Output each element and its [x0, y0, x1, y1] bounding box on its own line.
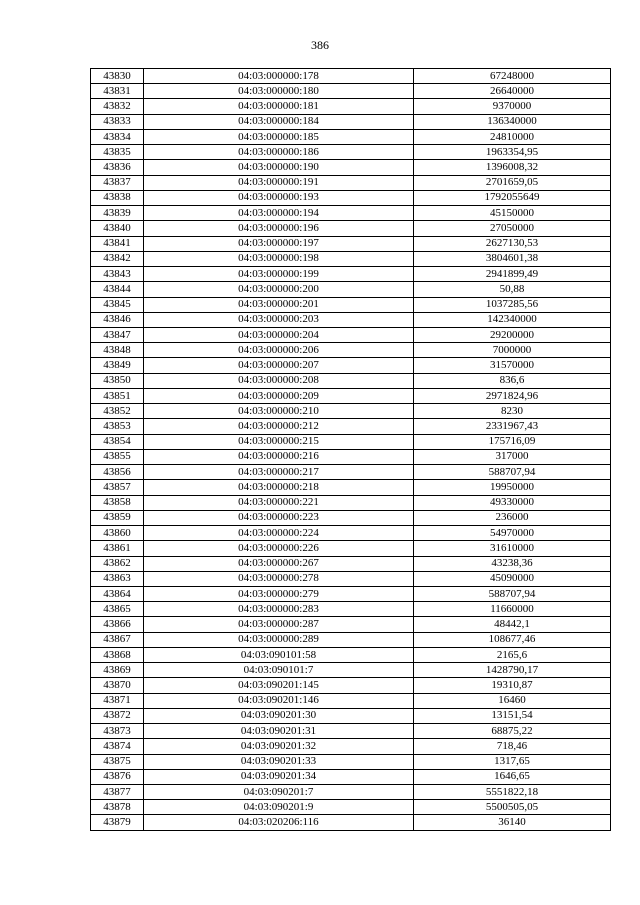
- value-cell: 29200000: [414, 327, 611, 342]
- value-cell: 19950000: [414, 480, 611, 495]
- cadastral-number-cell: 04:03:000000:212: [144, 419, 414, 434]
- cadastral-number-cell: 04:03:000000:216: [144, 449, 414, 464]
- value-cell: 1396008,32: [414, 160, 611, 175]
- value-cell: 5500505,05: [414, 800, 611, 815]
- table-row: [91, 617, 611, 632]
- row-number-cell: 43871: [91, 693, 144, 708]
- row-number-cell: 43846: [91, 312, 144, 327]
- row-number-cell: 43876: [91, 769, 144, 784]
- row-number-cell: 43831: [91, 84, 144, 99]
- cadastral-number-cell: 04:03:020206:116: [144, 815, 414, 830]
- value-cell: 36140: [414, 815, 611, 830]
- value-cell: 2331967,43: [414, 419, 611, 434]
- table-row: [91, 114, 611, 129]
- cadastral-number-cell: 04:03:000000:198: [144, 251, 414, 266]
- value-cell: 45150000: [414, 206, 611, 221]
- value-cell: 1792055649: [414, 190, 611, 205]
- value-cell: 45090000: [414, 571, 611, 586]
- row-number-cell: 43868: [91, 647, 144, 662]
- row-number-cell: 43840: [91, 221, 144, 236]
- table-row: [91, 815, 611, 830]
- value-cell: 7000000: [414, 343, 611, 358]
- cadastral-number-cell: 04:03:000000:199: [144, 267, 414, 282]
- cadastral-number-cell: 04:03:000000:178: [144, 69, 414, 84]
- table-row: [91, 800, 611, 815]
- registry-table-body: [91, 69, 611, 831]
- row-number-cell: 43874: [91, 739, 144, 754]
- row-number-cell: 43855: [91, 449, 144, 464]
- table-row: [91, 388, 611, 403]
- row-number-cell: 43842: [91, 251, 144, 266]
- table-row: [91, 586, 611, 601]
- value-cell: 588707,94: [414, 465, 611, 480]
- cadastral-number-cell: 04:03:000000:197: [144, 236, 414, 251]
- table-row: [91, 358, 611, 373]
- table-row: [91, 129, 611, 144]
- value-cell: 2941899,49: [414, 267, 611, 282]
- value-cell: 19310,87: [414, 678, 611, 693]
- cadastral-number-cell: 04:03:000000:193: [144, 190, 414, 205]
- cadastral-number-cell: 04:03:000000:224: [144, 526, 414, 541]
- table-row: [91, 556, 611, 571]
- value-cell: 2627130,53: [414, 236, 611, 251]
- table-row: [91, 739, 611, 754]
- table-row: [91, 495, 611, 510]
- table-row: [91, 754, 611, 769]
- row-number-cell: 43866: [91, 617, 144, 632]
- table-row: [91, 175, 611, 190]
- table-row: [91, 510, 611, 525]
- row-number-cell: 43851: [91, 388, 144, 403]
- value-cell: 68875,22: [414, 724, 611, 739]
- cadastral-number-cell: 04:03:000000:283: [144, 602, 414, 617]
- row-number-cell: 43869: [91, 663, 144, 678]
- registry-table: [90, 68, 611, 831]
- value-cell: 31610000: [414, 541, 611, 556]
- row-number-cell: 43879: [91, 815, 144, 830]
- value-cell: 13151,54: [414, 708, 611, 723]
- value-cell: 49330000: [414, 495, 611, 510]
- row-number-cell: 43875: [91, 754, 144, 769]
- cadastral-number-cell: 04:03:090201:7: [144, 785, 414, 800]
- cadastral-number-cell: 04:03:000000:210: [144, 404, 414, 419]
- table-row: [91, 297, 611, 312]
- table-row: [91, 571, 611, 586]
- cadastral-number-cell: 04:03:090201:31: [144, 724, 414, 739]
- value-cell: 16460: [414, 693, 611, 708]
- row-number-cell: 43839: [91, 206, 144, 221]
- page-number: 386: [311, 38, 329, 52]
- row-number-cell: 43852: [91, 404, 144, 419]
- cadastral-number-cell: 04:03:090201:34: [144, 769, 414, 784]
- value-cell: 9370000: [414, 99, 611, 114]
- cadastral-number-cell: 04:03:000000:226: [144, 541, 414, 556]
- cadastral-number-cell: 04:03:000000:181: [144, 99, 414, 114]
- table-row: [91, 312, 611, 327]
- table-row: [91, 647, 611, 662]
- row-number-cell: 43844: [91, 282, 144, 297]
- table-row: [91, 282, 611, 297]
- cadastral-number-cell: 04:03:000000:289: [144, 632, 414, 647]
- row-number-cell: 43872: [91, 708, 144, 723]
- table-row: [91, 449, 611, 464]
- row-number-cell: 43835: [91, 145, 144, 160]
- table-row: [91, 236, 611, 251]
- row-number-cell: 43864: [91, 586, 144, 601]
- cadastral-number-cell: 04:03:000000:186: [144, 145, 414, 160]
- value-cell: 50,88: [414, 282, 611, 297]
- row-number-cell: 43856: [91, 465, 144, 480]
- cadastral-number-cell: 04:03:000000:185: [144, 129, 414, 144]
- table-row: [91, 678, 611, 693]
- cadastral-number-cell: 04:03:000000:196: [144, 221, 414, 236]
- row-number-cell: 43837: [91, 175, 144, 190]
- row-number-cell: 43873: [91, 724, 144, 739]
- value-cell: 11660000: [414, 602, 611, 617]
- cadastral-number-cell: 04:03:000000:204: [144, 327, 414, 342]
- cadastral-number-cell: 04:03:000000:206: [144, 343, 414, 358]
- table-row: [91, 769, 611, 784]
- table-row: [91, 84, 611, 99]
- value-cell: 1963354,95: [414, 145, 611, 160]
- cadastral-number-cell: 04:03:000000:218: [144, 480, 414, 495]
- value-cell: 836,6: [414, 373, 611, 388]
- cadastral-number-cell: 04:03:000000:209: [144, 388, 414, 403]
- row-number-cell: 43860: [91, 526, 144, 541]
- table-row: [91, 419, 611, 434]
- value-cell: 43238,36: [414, 556, 611, 571]
- row-number-cell: 43830: [91, 69, 144, 84]
- value-cell: 3804601,38: [414, 251, 611, 266]
- table-row: [91, 693, 611, 708]
- row-number-cell: 43854: [91, 434, 144, 449]
- cadastral-number-cell: 04:03:090201:145: [144, 678, 414, 693]
- value-cell: 5551822,18: [414, 785, 611, 800]
- table-row: [91, 251, 611, 266]
- value-cell: 1428790,17: [414, 663, 611, 678]
- row-number-cell: 43834: [91, 129, 144, 144]
- value-cell: 26640000: [414, 84, 611, 99]
- row-number-cell: 43861: [91, 541, 144, 556]
- cadastral-number-cell: 04:03:090201:32: [144, 739, 414, 754]
- row-number-cell: 43858: [91, 495, 144, 510]
- row-number-cell: 43867: [91, 632, 144, 647]
- cadastral-number-cell: 04:03:000000:194: [144, 206, 414, 221]
- row-number-cell: 43859: [91, 510, 144, 525]
- table-row: [91, 267, 611, 282]
- value-cell: 2165,6: [414, 647, 611, 662]
- row-number-cell: 43843: [91, 267, 144, 282]
- value-cell: 317000: [414, 449, 611, 464]
- cadastral-number-cell: 04:03:000000:203: [144, 312, 414, 327]
- table-row: [91, 327, 611, 342]
- row-number-cell: 43863: [91, 571, 144, 586]
- table-row: [91, 602, 611, 617]
- table-row: [91, 206, 611, 221]
- cadastral-number-cell: 04:03:000000:207: [144, 358, 414, 373]
- value-cell: 1317,65: [414, 754, 611, 769]
- value-cell: 2701659,05: [414, 175, 611, 190]
- cadastral-number-cell: 04:03:000000:184: [144, 114, 414, 129]
- row-number-cell: 43838: [91, 190, 144, 205]
- cadastral-number-cell: 04:03:090201:9: [144, 800, 414, 815]
- table-row: [91, 708, 611, 723]
- value-cell: 8230: [414, 404, 611, 419]
- cadastral-number-cell: 04:03:090201:146: [144, 693, 414, 708]
- cadastral-number-cell: 04:03:090101:58: [144, 647, 414, 662]
- row-number-cell: 43870: [91, 678, 144, 693]
- cadastral-number-cell: 04:03:000000:279: [144, 586, 414, 601]
- table-row: [91, 785, 611, 800]
- value-cell: 136340000: [414, 114, 611, 129]
- table-row: [91, 404, 611, 419]
- cadastral-number-cell: 04:03:090201:30: [144, 708, 414, 723]
- row-number-cell: 43865: [91, 602, 144, 617]
- cadastral-number-cell: 04:03:000000:208: [144, 373, 414, 388]
- cadastral-number-cell: 04:03:000000:201: [144, 297, 414, 312]
- table-row: [91, 373, 611, 388]
- value-cell: 108677,46: [414, 632, 611, 647]
- table-row: [91, 145, 611, 160]
- cadastral-number-cell: 04:03:000000:190: [144, 160, 414, 175]
- cadastral-number-cell: 04:03:000000:278: [144, 571, 414, 586]
- row-number-cell: 43847: [91, 327, 144, 342]
- table-row: [91, 69, 611, 84]
- value-cell: 2971824,96: [414, 388, 611, 403]
- row-number-cell: 43877: [91, 785, 144, 800]
- value-cell: 175716,09: [414, 434, 611, 449]
- value-cell: 24810000: [414, 129, 611, 144]
- cadastral-number-cell: 04:03:090101:7: [144, 663, 414, 678]
- cadastral-number-cell: 04:03:000000:191: [144, 175, 414, 190]
- cadastral-number-cell: 04:03:000000:217: [144, 465, 414, 480]
- value-cell: 236000: [414, 510, 611, 525]
- table-row: [91, 221, 611, 236]
- row-number-cell: 43878: [91, 800, 144, 815]
- value-cell: 142340000: [414, 312, 611, 327]
- row-number-cell: 43850: [91, 373, 144, 388]
- value-cell: 718,46: [414, 739, 611, 754]
- table-row: [91, 465, 611, 480]
- value-cell: 31570000: [414, 358, 611, 373]
- value-cell: 1037285,56: [414, 297, 611, 312]
- row-number-cell: 43836: [91, 160, 144, 175]
- cadastral-number-cell: 04:03:000000:267: [144, 556, 414, 571]
- table-row: [91, 434, 611, 449]
- cadastral-number-cell: 04:03:000000:287: [144, 617, 414, 632]
- row-number-cell: 43845: [91, 297, 144, 312]
- cadastral-number-cell: 04:03:000000:200: [144, 282, 414, 297]
- value-cell: 1646,65: [414, 769, 611, 784]
- row-number-cell: 43849: [91, 358, 144, 373]
- table-row: [91, 480, 611, 495]
- value-cell: 54970000: [414, 526, 611, 541]
- row-number-cell: 43857: [91, 480, 144, 495]
- value-cell: 48442,1: [414, 617, 611, 632]
- cadastral-number-cell: 04:03:000000:223: [144, 510, 414, 525]
- cadastral-number-cell: 04:03:090201:33: [144, 754, 414, 769]
- value-cell: 588707,94: [414, 586, 611, 601]
- row-number-cell: 43833: [91, 114, 144, 129]
- value-cell: 67248000: [414, 69, 611, 84]
- row-number-cell: 43853: [91, 419, 144, 434]
- table-row: [91, 343, 611, 358]
- table-row: [91, 724, 611, 739]
- table-row: [91, 190, 611, 205]
- value-cell: 27050000: [414, 221, 611, 236]
- table-row: [91, 541, 611, 556]
- cadastral-number-cell: 04:03:000000:215: [144, 434, 414, 449]
- cadastral-number-cell: 04:03:000000:221: [144, 495, 414, 510]
- row-number-cell: 43832: [91, 99, 144, 114]
- table-row: [91, 526, 611, 541]
- table-row: [91, 99, 611, 114]
- table-row: [91, 632, 611, 647]
- table-row: [91, 160, 611, 175]
- row-number-cell: 43848: [91, 343, 144, 358]
- table-row: [91, 663, 611, 678]
- row-number-cell: 43841: [91, 236, 144, 251]
- row-number-cell: 43862: [91, 556, 144, 571]
- cadastral-number-cell: 04:03:000000:180: [144, 84, 414, 99]
